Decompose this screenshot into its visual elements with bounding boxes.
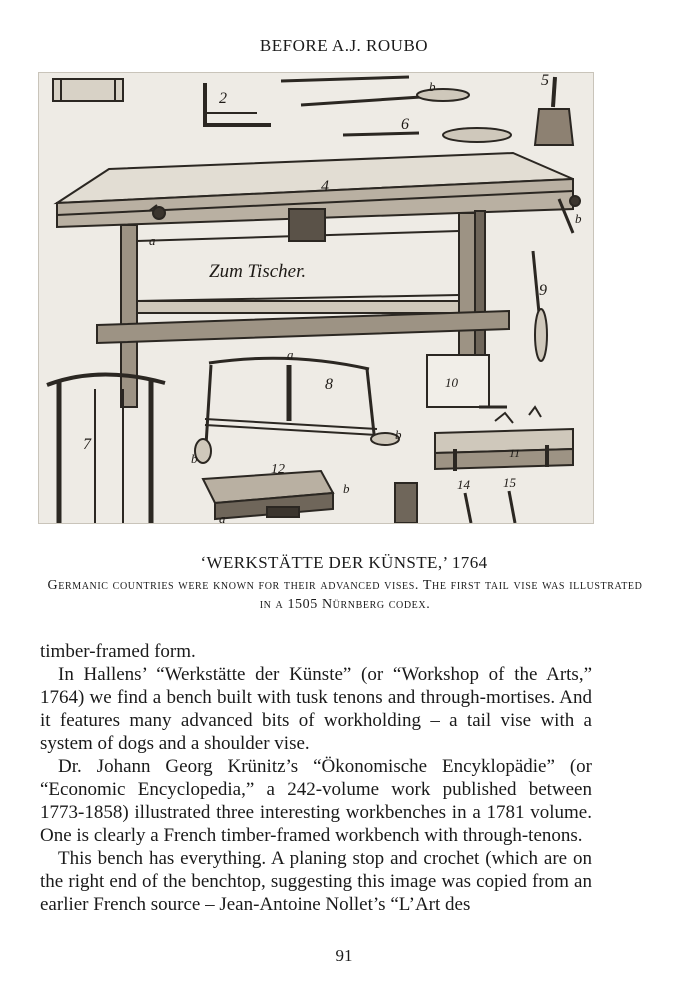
figure-label: b <box>343 481 350 496</box>
figure-label: b <box>429 79 436 94</box>
figure-label: 11 <box>509 446 521 460</box>
frame-left <box>47 374 165 523</box>
bench-hook-box <box>427 355 507 407</box>
top-chisels <box>281 77 511 142</box>
figure-label: 10 <box>445 375 458 390</box>
figure-label: 8 <box>325 376 333 393</box>
body-text <box>40 640 592 916</box>
body-paragraph: In Hallens’ “Werkstätte der Künste” (or “Workshop of the Arts,” 1764) we find a bench built with tusk tenons and through-mortises. And it features many advanced bits of workholding – a tail vise with a system of dogs and a shoulder vise. <box>40 664 592 754</box>
figure-label: 2 <box>219 90 227 107</box>
rasp <box>533 251 547 361</box>
engraving-plate <box>38 72 594 524</box>
figure-label: 6 <box>401 116 409 133</box>
body-paragraph: Dr. Johann Georg Krünitz’s “Ökonomische Encyklopädie” (or “Economic Encyclopedia,” a 242-volume work published between 1773-1858) illustrated three interesting workbenches in a 1781 volume. One is clearly a French timber-framed workbench with through-tenons. <box>40 756 592 846</box>
figure-label: a <box>149 233 156 248</box>
bow-saw <box>195 358 399 463</box>
figure-label: b <box>395 427 402 442</box>
figure-label: 12 <box>271 462 285 477</box>
plane-tool <box>53 79 123 101</box>
figure-label: b <box>575 211 582 226</box>
figure-label: 5 <box>541 73 549 89</box>
figure-label: 9 <box>539 282 547 299</box>
bottom-right-tools <box>395 483 515 523</box>
workbench <box>57 153 580 407</box>
page-number: 91 <box>335 946 353 965</box>
figure-inscription: Zum Tischer. <box>209 261 307 282</box>
holdfast-board <box>435 407 573 471</box>
caption-title: ‘WERKSTÄTTE DER KÜNSTE,’ 1764 <box>200 553 488 572</box>
figure-label: 7 <box>83 436 91 453</box>
figure-label: a <box>287 347 294 362</box>
figure-label: 15 <box>503 475 516 490</box>
figure-label: 14 <box>457 477 470 492</box>
figure-label: b <box>191 451 198 466</box>
body-paragraph: timber-framed form. <box>40 641 196 662</box>
square-tool <box>205 83 271 125</box>
caption-body: Germanic countries were known for their advanced vises. The first tail vise was illustrated in a 1505 Nürnberg codex. <box>47 578 643 612</box>
running-head: BEFORE A.J. ROUBO <box>259 36 429 55</box>
body-paragraph: This bench has everything. A planing stop and crochet (which are on the right end of the benchtop, suggesting this image was copied from an earlier French source – Jean-Antoine Nollet’s “L’Art des <box>40 848 592 915</box>
figure-label: a <box>219 511 226 523</box>
figure-label: 4 <box>321 178 329 195</box>
